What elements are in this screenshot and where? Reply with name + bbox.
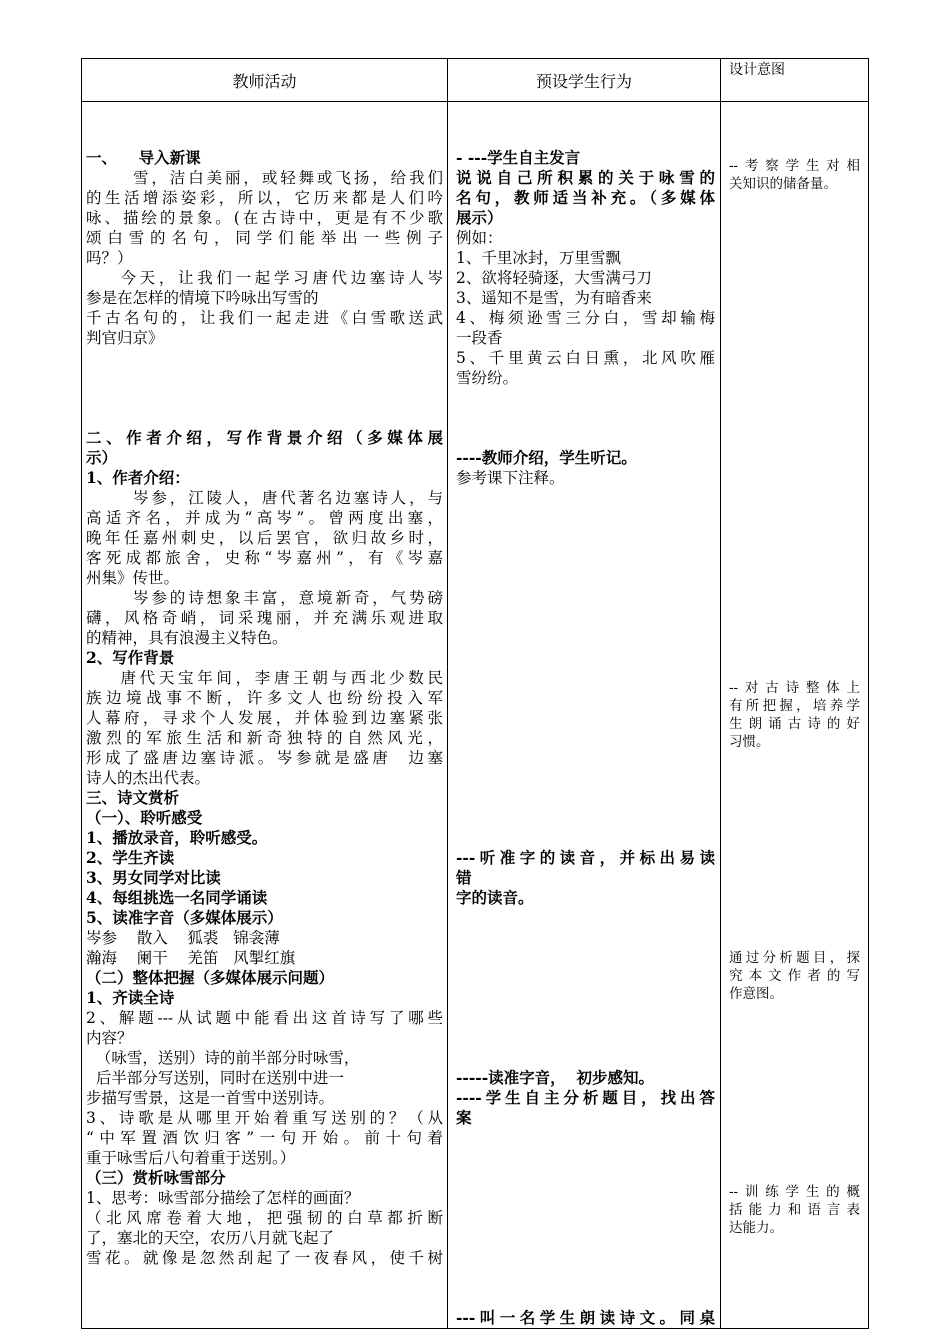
- intent-line: [729, 805, 860, 823]
- student-line: ---叫一名学生朗读诗文。同桌: [456, 1308, 715, 1327]
- student-line: 展示）: [456, 208, 503, 227]
- intent-line: --考察学生对相: [729, 158, 860, 174]
- teacher-line: 2、解题---从试题中能看出这首诗写了哪些: [86, 1009, 443, 1027]
- student-line: [456, 1048, 715, 1068]
- intent-line: 有所把握，培养学: [729, 698, 860, 714]
- student-line: [456, 948, 715, 968]
- teacher-line: 咏、描绘的景象。(在古诗中，更是有不少歌: [86, 209, 443, 227]
- intent-line: [729, 499, 860, 517]
- intent-line: [729, 571, 860, 589]
- teacher-line: [86, 388, 443, 408]
- intent-line: [729, 355, 860, 373]
- teacher-line: 颂白雪的名句，同学们能举出一些例子: [86, 229, 443, 247]
- teacher-line: 形成了盛唐边塞诗派。岑参就是盛唐 边塞: [86, 749, 443, 767]
- intent-line: 通过分析题目，探: [729, 950, 860, 966]
- intent-line: [729, 535, 860, 553]
- intent-line: [729, 445, 860, 463]
- content-row: [82, 102, 869, 1329]
- intent-line: [729, 319, 860, 337]
- student-line: [456, 488, 715, 508]
- lesson-plan-table: [81, 58, 869, 1329]
- teacher-line: 3、男女同学对比读: [86, 868, 221, 887]
- intent-line: [729, 625, 860, 643]
- intent-line: [729, 391, 860, 409]
- intent-line: [729, 463, 860, 481]
- student-line: [456, 568, 715, 588]
- intent-line: 关知识的储备量。: [729, 176, 837, 192]
- teacher-line: （一）、聆听感受: [86, 808, 203, 827]
- intent-line: [729, 643, 860, 661]
- student-line: [456, 1248, 715, 1268]
- student-line: 错: [456, 868, 472, 887]
- teacher-line: 客死成都旅舍，史称“岑嘉州”，有《岑嘉: [86, 549, 443, 567]
- teacher-line: 岑参 散入 狐裘 锦衾薄: [86, 929, 280, 947]
- intent-line: [729, 1039, 860, 1057]
- student-line: ----教师介绍，学生听记。: [456, 448, 637, 467]
- student-line: [456, 1008, 715, 1028]
- student-line: [456, 388, 715, 408]
- intent-line: [729, 373, 860, 391]
- header-design-intent: 设计意图: [721, 59, 869, 102]
- intent-line: [729, 607, 860, 625]
- intent-line: [729, 553, 860, 571]
- student-line: [456, 748, 715, 768]
- intent-line: [729, 751, 860, 769]
- student-line: [456, 1208, 715, 1228]
- teacher-line: 判官归京》: [86, 329, 164, 347]
- student-line: [456, 968, 715, 988]
- student-line: 字的读音。: [456, 888, 534, 907]
- student-line: 案: [456, 1108, 472, 1127]
- student-line: 名句，教师适当补充。（多媒体: [456, 188, 715, 207]
- student-line: [456, 1148, 715, 1168]
- teacher-line: 步描写雪景，这是一首雪中送别诗。: [86, 1089, 335, 1107]
- teacher-line: 参是在怎样的情境下吟咏出写雪的: [86, 289, 319, 307]
- student-line: 说说自己所积累的关于咏雪的: [456, 168, 715, 187]
- teacher-line: 内容？: [86, 1029, 133, 1047]
- teacher-line: “中军置酒饮归客”一句开始。前十句着: [86, 1129, 443, 1147]
- teacher-line: （三）赏析咏雪部分: [86, 1168, 226, 1187]
- intent-line: [729, 1129, 860, 1147]
- student-line: 雪纷纷。: [456, 369, 519, 387]
- teacher-line: 后半部分写送别，同时在送别中进一: [86, 1069, 344, 1087]
- intent-line: [729, 589, 860, 607]
- student-line: [456, 688, 715, 708]
- teacher-line: 二、作者介绍，写作背景介绍（多媒体展: [86, 428, 443, 447]
- teacher-line: 3、诗歌是从哪里开始着重写送别的？（从: [86, 1109, 443, 1127]
- intent-line: [729, 895, 860, 913]
- teacher-line: 诗人的杰出代表。: [86, 769, 211, 787]
- intent-line: [729, 1057, 860, 1075]
- teacher-line: [86, 348, 443, 368]
- teacher-line: 2、写作背景: [86, 648, 175, 667]
- student-line: - ---学生自主发言: [456, 148, 581, 167]
- intent-line: 习惯。: [729, 734, 770, 750]
- teacher-line: 州集》传世。: [86, 569, 180, 587]
- student-line: [456, 628, 715, 648]
- student-line: [456, 708, 715, 728]
- teacher-line: 人幕府，寻求个人发展，并体验到边塞紧张: [86, 709, 443, 727]
- student-line: [456, 1288, 715, 1308]
- intent-line: --训练学生的概: [729, 1184, 860, 1200]
- intent-line: [729, 265, 860, 283]
- design-intent-cell: [721, 102, 869, 1329]
- teacher-line: [86, 408, 443, 428]
- teacher-line: 晚年任嘉州刺史，以后罢官，欲归故乡时，: [86, 529, 443, 547]
- student-line: ---听准字的读音，并标出易读: [456, 848, 715, 867]
- teacher-line: 唐代天宝年间，李唐王朝与西北少数民: [86, 669, 443, 687]
- intent-line: [729, 913, 860, 931]
- teacher-line: 一、 导入新课: [86, 148, 201, 167]
- teacher-line: （二）整体把握（多媒体展示问题）: [86, 968, 335, 987]
- intent-line: [729, 283, 860, 301]
- teacher-line: 雪花。就像是忽然刮起了一夜春风，使千树: [86, 1249, 443, 1267]
- teacher-line: 激烈的军旅生活和新奇独特的自然风光，: [86, 729, 443, 747]
- intent-line: 达能力。: [729, 1220, 783, 1236]
- teacher-line: 1、作者介绍：: [86, 468, 190, 487]
- teacher-line: 岑参的诗想象丰富，意境新奇，气势磅: [86, 589, 443, 607]
- teacher-line: 岑参，江陵人，唐代著名边塞诗人，与: [86, 489, 443, 507]
- student-line: [456, 508, 715, 528]
- teacher-line: 4、每组挑选一名同学诵读: [86, 888, 268, 907]
- student-behavior-cell: [448, 102, 721, 1329]
- student-line: [456, 528, 715, 548]
- teacher-line: 1、思考：咏雪部分描绘了怎样的画面？: [86, 1189, 360, 1207]
- teacher-activity-cell: [82, 102, 448, 1329]
- teacher-line: 了，塞北的天空，农历八月就飞起了: [86, 1229, 335, 1247]
- intent-line: [729, 247, 860, 265]
- intent-line: [729, 1003, 860, 1021]
- teacher-line: 族边境战事不断，许多文人也纷纷投入军: [86, 689, 443, 707]
- intent-line: [729, 301, 860, 319]
- teacher-line: 吗？）: [86, 249, 133, 267]
- teacher-line: 重于咏雪后八句着重于送别。）: [86, 1149, 296, 1167]
- intent-line: [729, 1147, 860, 1165]
- intent-line: 括能力和语言表: [729, 1202, 860, 1218]
- intent-line: [729, 823, 860, 841]
- intent-line: [729, 1075, 860, 1093]
- intent-line: [729, 841, 860, 859]
- intent-line: [729, 1165, 860, 1183]
- student-line: [456, 548, 715, 568]
- intent-line: [729, 1111, 860, 1129]
- student-line: [456, 1228, 715, 1248]
- student-line: [456, 648, 715, 668]
- teacher-line: 1、齐读全诗: [86, 988, 175, 1007]
- intent-line: [729, 859, 860, 877]
- intent-line: [729, 1021, 860, 1039]
- student-line: 例如：: [456, 229, 503, 247]
- intent-line: [729, 211, 860, 229]
- teacher-line: 的生活增添姿彩，所以，它历来都是人们吟: [86, 189, 443, 207]
- student-line: [456, 1028, 715, 1048]
- student-line: [456, 668, 715, 688]
- teacher-line: 礴，风格奇峭，词采瑰丽，并充满乐观进取: [86, 609, 443, 627]
- student-line: 一段香: [456, 329, 503, 347]
- teacher-line: [86, 368, 443, 388]
- student-line: [456, 428, 715, 448]
- student-line: [456, 608, 715, 628]
- teacher-line: （咏雪，送别）诗的前半部分时咏雪，: [86, 1049, 360, 1067]
- student-line: 3、遥知不是雪，为有暗香来: [456, 289, 652, 307]
- student-line: ----学生自主分析题目，找出答: [456, 1088, 715, 1107]
- student-line: [456, 728, 715, 748]
- intent-line: 究本文作者的写: [729, 968, 860, 984]
- student-line: [456, 788, 715, 808]
- student-line: [456, 988, 715, 1008]
- student-line: [456, 828, 715, 848]
- teacher-line: 千古名句的，让我们一起走进《白雪歌送武: [86, 309, 443, 327]
- header-student-behavior: 预设学生行为: [448, 59, 721, 102]
- student-line: [456, 1128, 715, 1148]
- student-line: [456, 1168, 715, 1188]
- teacher-line: 示）: [86, 448, 118, 467]
- teacher-line: 瀚海 阑干 羌笛 风掣红旗: [86, 949, 296, 967]
- student-line: 5、千里黄云白日熏，北风吹雁: [456, 349, 715, 367]
- teacher-line: 的精神，具有浪漫主义特色。: [86, 629, 288, 647]
- teacher-line: 2、学生齐读: [86, 848, 175, 867]
- student-line: 4、梅须逊雪三分白，雪却输梅: [456, 309, 715, 327]
- intent-line: [729, 661, 860, 679]
- student-line: [456, 1188, 715, 1208]
- intent-line: [729, 409, 860, 427]
- intent-line: 作意图。: [729, 986, 783, 1002]
- intent-line: [729, 337, 860, 355]
- teacher-line: （北风席卷着大地，把强韧的白草都折断: [86, 1209, 443, 1227]
- intent-line: [729, 787, 860, 805]
- student-line: 1、千里冰封，万里雪飘: [456, 249, 621, 267]
- student-line: [456, 928, 715, 948]
- intent-line: [729, 481, 860, 499]
- teacher-line: 今天，让我们一起学习唐代边塞诗人岑: [86, 269, 443, 287]
- teacher-line: 1、播放录音，聆听感受。: [86, 828, 268, 847]
- intent-line: [729, 193, 860, 211]
- student-line: [456, 588, 715, 608]
- intent-line: [729, 931, 860, 949]
- intent-line: [729, 229, 860, 247]
- intent-line: [729, 1093, 860, 1111]
- student-line: [456, 808, 715, 828]
- intent-line: [729, 517, 860, 535]
- student-line: 2、欲将轻骑逐，大雪满弓刀: [456, 269, 652, 287]
- student-line: [456, 908, 715, 928]
- teacher-line: 高适齐名，并成为“高岑”。曾两度出塞，: [86, 509, 443, 527]
- header-teacher-activity: 教师活动: [82, 59, 448, 102]
- intent-line: [729, 769, 860, 787]
- intent-line: [729, 877, 860, 895]
- teacher-line: 三、诗文赏析: [86, 788, 180, 807]
- student-line: [456, 408, 715, 428]
- student-line: [456, 1268, 715, 1288]
- header-row: [82, 59, 869, 102]
- intent-line: --对古诗整体上: [729, 680, 860, 696]
- intent-line: 生朗诵古诗的好: [729, 716, 860, 732]
- teacher-line: 雪，洁白美丽，或轻舞或飞扬，给我们: [86, 169, 443, 187]
- teacher-line: 5、读准字音（多媒体展示）: [86, 908, 283, 927]
- student-line: -----读准字音， 初步感知。: [456, 1068, 654, 1087]
- student-line: [456, 768, 715, 788]
- student-line: 参考课下注释。: [456, 469, 565, 487]
- intent-line: [729, 427, 860, 445]
